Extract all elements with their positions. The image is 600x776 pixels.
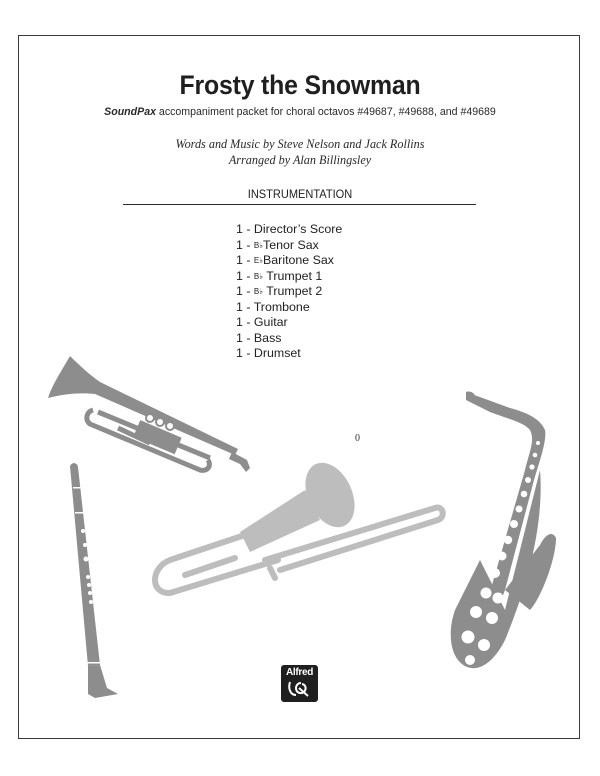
logo-emblem-icon [287,680,311,698]
brand-name: SoundPax [104,106,156,118]
song-title: Frosty the Snowman [179,70,421,100]
subtitle-text: accompaniment packet for choral octavos #49687, #49688, and #49689 [155,106,496,118]
list-item: 1 - B♭ Trumpet 1 [236,268,323,283]
list-item: 1 - Guitar [236,315,288,329]
list-item: 1 - E♭Baritone Sax [236,253,334,267]
list-item: 1 - B♭ Trumpet 2 [236,284,323,298]
list-item: 1 - Bass [236,330,282,345]
list-item: 1 - Director’s Score [236,222,343,236]
page-marker: 0 [355,433,360,444]
list-item: 1 - Trombone [236,299,310,314]
alfred-logo [281,665,318,702]
arranger-credit: Arranged by Alan Billingsley [228,153,372,167]
list-item: 1 - Drumset [236,346,301,360]
list-item: 1 - B♭Tenor Sax [236,237,319,252]
logo-text: Alfred [285,667,314,678]
words-music-credit: Words and Music by Steve Nelson and Jack Rollins [175,137,425,151]
instrumentation-heading: INSTRUMENTATION [247,187,353,201]
